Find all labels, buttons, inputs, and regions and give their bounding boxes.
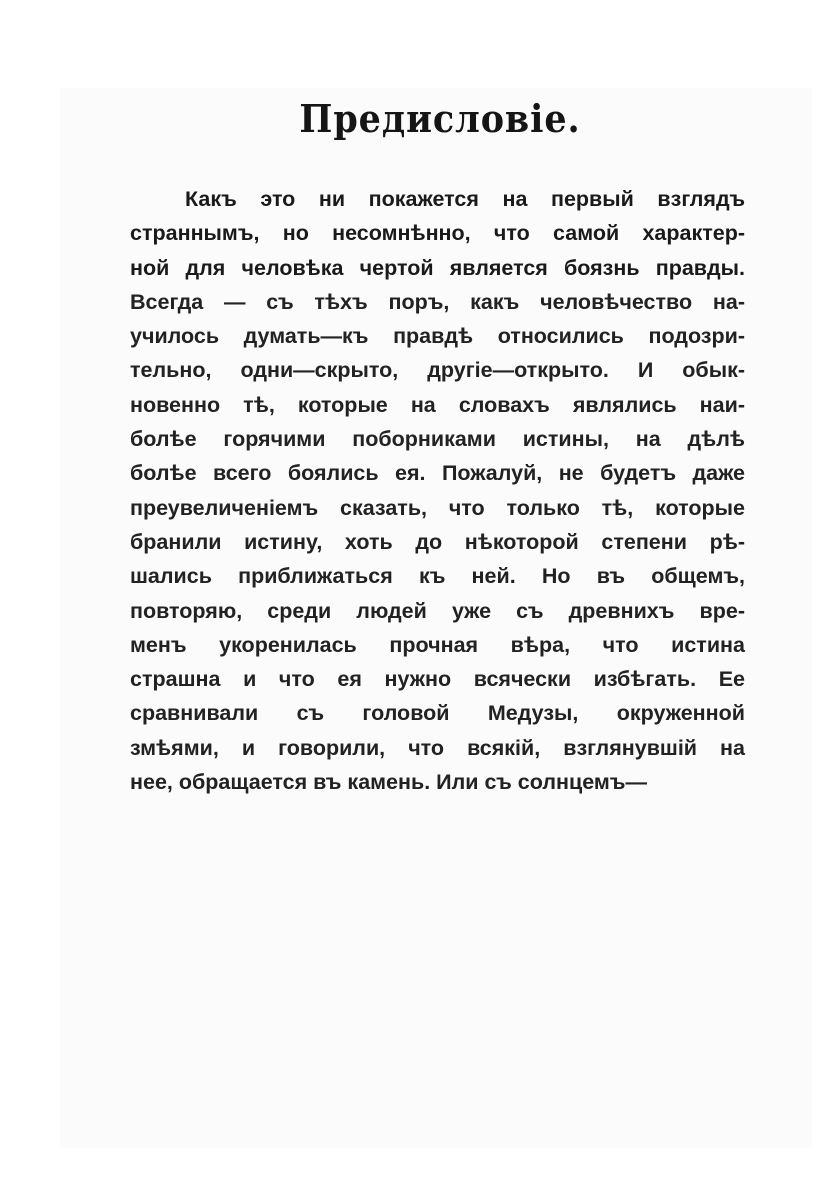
paragraph-line: бранили истину, хоть до нѣкоторой степени рѣ- [130,529,745,554]
paragraph-line: училось думать—къ правдѣ относились подозри- [130,324,745,349]
paragraph-line: менъ укоренилась прочная вѣра, что истина [130,632,745,657]
paragraph-line: болѣе горячими поборниками истины, на дѣлѣ [130,427,745,452]
paragraph-line: тельно, одни—скрыто, другіе—открыто. И обык- [130,358,745,383]
page-heading: Предисловіе. [299,96,581,141]
paragraph-line: нее, обращается въ камень. Или съ солнцемъ— [130,770,647,795]
paragraph-line: змѣями, и говорили, что всякій, взглянувшій на [130,735,745,760]
paragraph-line: Какъ это ни покажется на первый взглядъ [185,187,745,211]
paragraph-line: шались приближаться къ ней. Но въ общемъ, [130,564,745,589]
paragraph-line: новенно тѣ, которые на словахъ являлись наи- [130,392,745,417]
paragraph-line: преувеличеніемъ сказать, что только тѣ, которые [130,495,745,520]
paragraph-line: сравнивали съ головой Медузы, окруженной [130,701,745,726]
paragraph-line: Всегда — съ тѣхъ поръ, какъ человѣчество на- [130,289,745,314]
body-paragraph [130,182,745,799]
paragraph-line: ной для человѣка чертой является боязнь правды. [130,255,745,280]
paragraph-line: повторяю, среди людей уже съ древнихъ вре- [130,598,745,623]
paragraph-line: страннымъ, но несомнѣнно, что самой характер- [130,221,745,246]
paragraph-line: болѣе всего боялись ея. Пожалуй, не будетъ даже [130,461,745,486]
paragraph-line: страшна и что ея нужно всячески избѣгать. Ее [130,667,745,692]
